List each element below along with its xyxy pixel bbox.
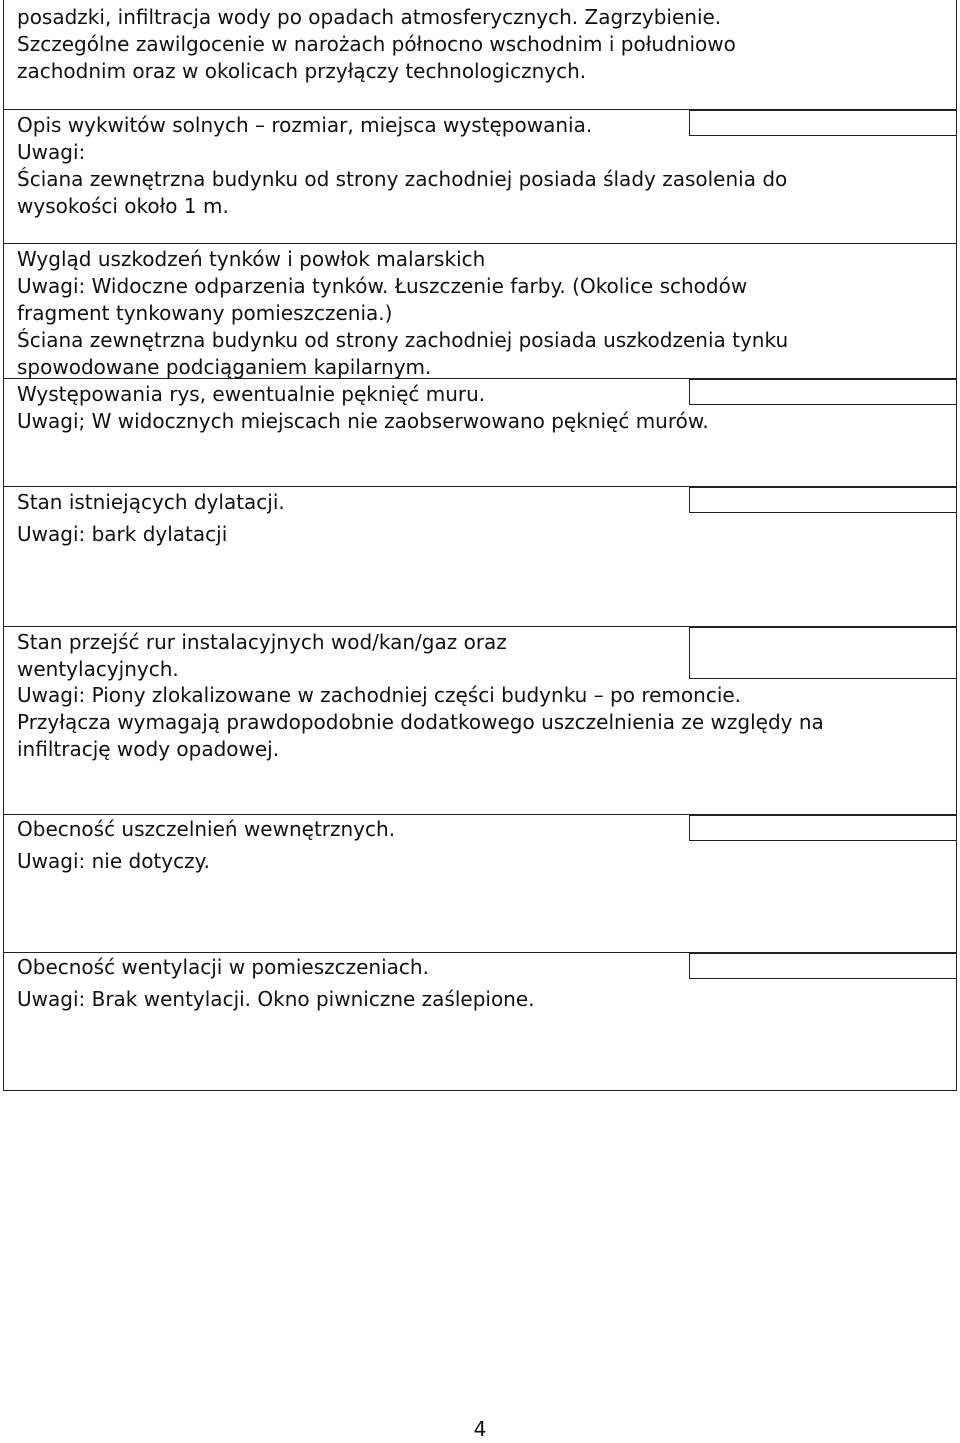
- text-line: posadzki, infiltracja wody po opadach atmosferycznych. Zagrzybienie.: [17, 5, 722, 29]
- section-heading: Obecność wentylacji w pomieszczeniach.: [17, 955, 429, 979]
- section-heading: Obecność uszczelnień wewnętrznych.: [17, 817, 396, 841]
- text-line: spowodowane podciąganiem kapilarnym.: [17, 355, 432, 379]
- section-wall-cracks: [3, 378, 957, 433]
- assessment-box: [689, 110, 957, 136]
- text-line: Uwagi: bark dylatacji: [17, 522, 228, 546]
- text-line: Uwagi: Piony zlokalizowane w zachodniej części budynku – po remoncie.: [17, 683, 742, 707]
- section-heading: Wygląd uszkodzeń tynków i powłok malarskich: [17, 247, 486, 271]
- page-number: 4: [473, 1417, 487, 1441]
- text-line: Uwagi:: [17, 140, 86, 164]
- section-internal-seals: [3, 814, 957, 873]
- section-heading: Występowania rys, ewentualnie pęknięć muru.: [17, 382, 486, 406]
- text-line: zachodnim oraz w okolicach przyłączy technologicznych.: [17, 59, 587, 83]
- assessment-box: [689, 953, 957, 979]
- section-heading: wentylacyjnych.: [17, 657, 179, 681]
- assessment-box: [689, 627, 957, 679]
- section-heading: Opis wykwitów solnych – rozmiar, miejsca występowania.: [17, 113, 593, 137]
- text-line: Ściana zewnętrzna budynku od strony zachodniej posiada ślady zasolenia do: [17, 167, 788, 191]
- assessment-box: [689, 487, 957, 513]
- text-line: Uwagi; W widocznych miejscach nie zaobserwowano pęknięć murów.: [17, 409, 709, 433]
- text-line: Ściana zewnętrzna budynku od strony zachodniej posiada uszkodzenia tynku: [17, 328, 789, 352]
- text-line: fragment tynkowany pomieszczenia.): [17, 301, 393, 325]
- text-line: Przyłącza wymagają prawdopodobnie dodatkowego uszczelnienia ze względy na: [17, 710, 824, 734]
- text-line: infiltrację wody opadowej.: [17, 737, 280, 761]
- section-salt-efflorescence: [3, 109, 957, 218]
- text-line: Szczególne zawilgocenie w narożach północno wschodnim i południowo: [17, 32, 736, 56]
- assessment-box: [689, 815, 957, 841]
- section-room-ventilation: [3, 952, 957, 1011]
- text-line: wysokości około 1 m.: [17, 194, 229, 218]
- section-heading: Stan przejść rur instalacyjnych wod/kan/gaz oraz: [17, 630, 507, 654]
- section-pipe-passages: [3, 626, 957, 761]
- text-line: Uwagi: Brak wentylacji. Okno piwniczne zaślepione.: [17, 987, 535, 1011]
- section-plaster-damage: [3, 243, 957, 379]
- assessment-box: [689, 379, 957, 405]
- text-line: Uwagi: nie dotyczy.: [17, 849, 210, 873]
- section-expansion-joints: [3, 486, 957, 546]
- section-heading: Stan istniejących dylatacji.: [17, 490, 285, 514]
- text-line: Uwagi: Widoczne odparzenia tynków. Łuszczenie farby. (Okolice schodów: [17, 274, 748, 298]
